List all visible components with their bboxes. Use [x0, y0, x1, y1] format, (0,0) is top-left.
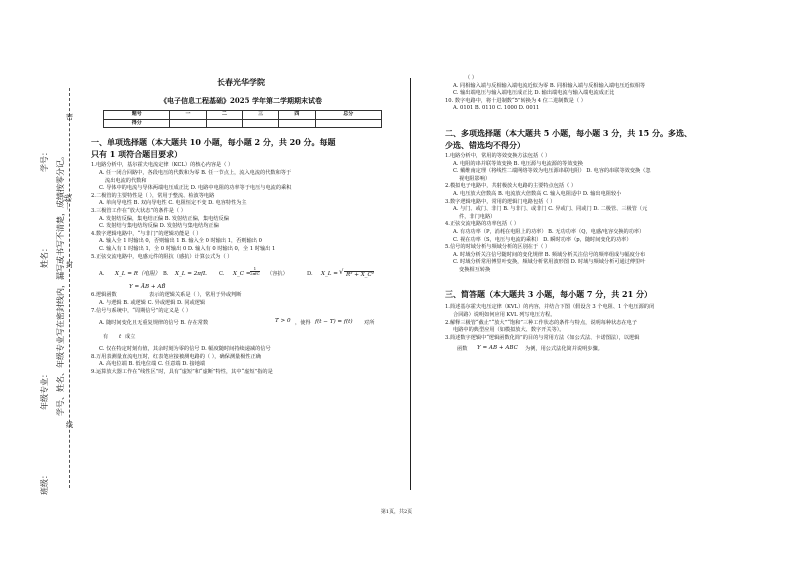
school-name: 长春光华学院: [217, 77, 265, 87]
score-header-cell: 二: [206, 111, 242, 120]
margin-student-id-label: 学号：: [40, 148, 49, 172]
q6-formula: Y = ĀB + AB̄: [129, 284, 166, 291]
score-header-cell: 总分: [315, 111, 381, 120]
question-line: 4.正弦交流电路的功率包括（ ）: [445, 221, 520, 228]
question-line: 流出电流的代数和: [105, 177, 147, 184]
fraction-numerator: 1: [250, 267, 260, 272]
short3-formula: Y = AB + ABC: [477, 345, 518, 352]
question-line: A. 电阻的串并联等效变换 B. 电压源与电流源的等效变换: [453, 160, 583, 167]
seal-char-3: 线: [66, 421, 73, 429]
question-line: C. 视在功率（S，电压与电流的乘积） D. 瞬时功率（p，随时间变化的功率）: [453, 236, 632, 243]
question-line: 合回路）说明如何应用 KVL 列写电压方程。: [453, 312, 556, 319]
question-line: A. 0101 B. 0110 C. 1000 D. 0011: [453, 105, 540, 112]
margin-class-label: 班级：: [40, 471, 49, 495]
question-line: C. 发射结与集电结均反偏 D. 发射结与集电结均正偏: [99, 223, 219, 230]
q7-cont-prefix: 有: [103, 334, 109, 341]
section2-title-line2: 少选、错选均不得分）: [445, 139, 525, 150]
score-header-cell: 四: [279, 111, 315, 120]
question-line: C. 时域分析常用傅里叶变换，频域分析常用波形图 D. 时域与频域分析可通过傅里叶: [453, 259, 646, 266]
question-line: A. 单向导电性 B. 双向导电性 C. 电阻恒定不变 D. 电容特性为主: [99, 200, 247, 207]
score-row-label: 得分: [104, 119, 170, 128]
q5-option-a-formula: X_L = R（电阻）: [115, 271, 161, 278]
q7-option-a-condition: T > 0: [275, 318, 291, 325]
q7-cont-variable: t: [119, 334, 122, 341]
q7-option-a-equation: f(t − T) = f(t): [315, 319, 353, 326]
short3-formula-row: [453, 345, 752, 354]
q7-option-a-text: A. 随时间变化且无重复规律的信号 B. 存在常数: [99, 320, 209, 327]
q6-line: [91, 292, 391, 300]
question-line: 2.二极管的主要特性是（ ），常用于整流、检波等电路: [91, 192, 215, 199]
q5-option-c-label: C.: [219, 271, 225, 278]
page-footer: 第1页，共2页: [380, 509, 413, 515]
q7-stem: 7.信号与系统中，“周期信号”的定义是（ ）: [91, 307, 192, 314]
score-header-cell: 一: [170, 111, 206, 120]
column-divider: [410, 78, 411, 490]
question-line: A. 发射结反偏，集电结正偏 B. 发射结正偏，集电结反偏: [99, 215, 229, 222]
seal-char-1: 密: [66, 113, 73, 121]
q7-option-a-row: [99, 318, 391, 328]
section1-title-line2: 只有 1 项符合题目要求）: [91, 149, 183, 160]
question-line: C. 输出端电压与输入端电压成正比 D. 输出端电流与输入端电流成正比: [453, 90, 615, 97]
q6-prefix: 6.逻辑函数: [91, 292, 117, 299]
question-line: 变换相互转换: [459, 266, 491, 273]
question-line: 1.电路分析中，基尔霍夫电流定律（KCL）的核心内容是（ ）: [91, 162, 234, 169]
q5-option-d-pre: X_L =: [321, 271, 338, 278]
q5-option-b-label: B.: [163, 271, 169, 278]
q6-options: A. 与逻辑 B. 或逻辑 C. 异或逻辑 D. 同或逻辑: [99, 300, 206, 307]
question-line: 1.简述基尔霍夫电压定律（KVL）的内容，并结合下图（假设含 3 个电阻、1 个电压源的闭: [445, 304, 655, 311]
q5-option-d-radicand: R² + X_C²: [346, 272, 374, 279]
question-line: 3.数字逻辑电路中，常用的逻辑门电路包括（ ）: [445, 198, 556, 205]
question-line: A. 电压放大倍数高 B. 电流放大倍数高 C. 输入电阻适中 D. 输出电阻较小: [453, 190, 622, 197]
question-line: 2.解释三极管“截止”“放大”“饱和”三种工作状态的条件与特点，说明每种状态在电子: [445, 319, 638, 326]
question-line: 8.万用表测量直流电压时，红表笔应接被测电路的（ ），确保测量极性正确: [91, 353, 261, 360]
fraction-denominator: 2πfC: [250, 271, 260, 277]
section1-title-line1: 一、单项选择题（本大题共 10 小题，每小题 2 分，共 20 分。每题: [91, 137, 336, 148]
question-line: 件，非门电路）: [459, 213, 496, 220]
score-table-score-row: [104, 119, 382, 128]
question-line: A. 与门、或门、非门 B. 与非门、或非门 C. 异或门、同或门 D. 二极管、三极管（元: [453, 206, 648, 213]
sqrt-icon: √: [339, 268, 344, 277]
question-line: 5.信号的时域分析与频域分析的区别在于（ ）: [445, 244, 551, 251]
q6-suffix: 表示的逻辑关系是（ ），常用于异或判断: [149, 292, 242, 299]
margin-sign: 一线: [64, 194, 73, 210]
question-line: 1.电路分析中，常用的等效变换方法包括（ ）: [445, 152, 551, 159]
short3-suffix: 为例，用公式法化简并说明步骤。: [525, 346, 603, 353]
question-line: 5.正弦交流电路中，电感元件的阻抗（感抗）计算公式为（ ）: [91, 253, 233, 260]
question-line: 3.三极管工作在“放大状态”的条件是（ ）: [91, 207, 186, 214]
question-line: A. 输入全 1 时输出 0，否则输出 1 B. 输入全 0 时输出 1，否则输出 0: [99, 238, 262, 245]
left-column: [91, 75, 391, 377]
section3-title: 三、简答题（本大题共 3 小题，每小题 7 分，共 21 分）: [445, 289, 652, 300]
question-line: 电路中的典型应用（如模拟放大、数字开关等）。: [453, 327, 565, 334]
margin-grade-major-label: 年级专业：: [40, 370, 49, 410]
question-line: 10. 数字电路中，将十进制数“5”转换为 4 位二进制数是（ ）: [445, 97, 586, 104]
exam-title: 《电子信息工程基础》2025 学年第二学期期末试卷: [160, 95, 322, 105]
q5-option-c-pre: X_C =: [233, 271, 251, 278]
question-line: C. 输入有 1 时输出 1，全 0 时输出 0 D. 输入有 0 时输出 0，全 1 时输出 1: [99, 245, 276, 252]
question-line: 2.模拟电子电路中，共射极放大电路的主要特点包括（ ）: [445, 183, 577, 190]
q5-option-c-post: （容抗）: [267, 271, 288, 278]
question-line: （ ）: [465, 75, 478, 81]
section2-title-line1: 二、多项选择题（本大题共 5 小题，每小题 3 分，共 15 分。多选、: [445, 127, 692, 138]
question-line: A. 时域分析关注信号随时间的变化规律 B. 频域分析关注信号的频率组成与幅度分布: [453, 251, 646, 258]
q7-cont-suffix: 成立: [125, 334, 136, 341]
q5-option-b-formula: X_L = 2πfL: [175, 271, 207, 278]
q5-option-a-label: A.: [99, 271, 105, 278]
score-header-cell: 三: [242, 111, 278, 120]
q7-option-a-mid: ，使得: [295, 320, 311, 327]
score-cell[interactable]: [170, 119, 206, 128]
score-table: [103, 110, 382, 128]
q7-option-c-d: C. 仅在特定时刻有值，其余时刻为零的信号 D. 幅度随时间持续递减的信号: [99, 346, 271, 353]
q6-formula-row: [91, 284, 391, 292]
score-table-header-row: [104, 111, 382, 120]
margin-rule-text: 学号、姓名、年级专业写在密封线内，漏写或书写不清楚，成绩按零分记。: [56, 152, 65, 416]
question-line: C. 戴维南定理（将线性二端网络等效为电压源串联电阻） D. 电容的串联等效变换（忽: [453, 168, 651, 175]
q5-option-d-label: D.: [307, 271, 313, 278]
q5-option-c-fraction: [250, 267, 260, 276]
q7-option-a-end: 对所: [364, 320, 375, 327]
right-column: [445, 75, 752, 354]
score-cell[interactable]: [279, 119, 315, 128]
question-line: A. 有功功率（P，消耗在电阻上的功率） B. 无功功率（Q，电感/电容交换的功率）: [453, 228, 645, 235]
question-line: A. 高电位端 B. 低电位端 C. 任意端 D. 接地端: [99, 361, 206, 368]
score-cell[interactable]: [315, 119, 381, 128]
score-header-cell: 题号: [104, 111, 170, 120]
seal-char-2: 封: [66, 261, 73, 269]
question-line: 9.运算放大器工作在“线性区”时，具有“虚短”和“虚断”特性，其中“虚短”指的是: [91, 369, 273, 376]
score-cell[interactable]: [242, 119, 278, 128]
question-line: C. 导体中的电流与导体两端电压成正比 D. 电路中电阻的功率等于电压与电流的乘积: [99, 185, 292, 192]
q5-options-row: [99, 267, 391, 281]
q7-option-a-continuation: [99, 334, 391, 343]
score-cell[interactable]: [206, 119, 242, 128]
question-line: A. 任一闭合回路中，各段电压的代数和为零 B. 任一节点上，流入电流的代数和等于: [99, 169, 292, 176]
question-line: 视电阻影响）: [459, 175, 491, 182]
short3-prefix: 函数: [457, 346, 468, 353]
question-line: 4.数字逻辑电路中，“与非门”的逻辑功能是（ ）: [91, 230, 202, 237]
margin-name-label: 姓名：: [40, 244, 49, 268]
question-line: A. 同相输入端与反相输入端电流近似为零 B. 同相输入端与反相输入端电压近似相等: [453, 82, 646, 89]
question-line: 3.简述数字逻辑中“逻辑函数化简”的目的与常用方法（如公式法、卡诺图法），以逻辑: [445, 334, 640, 341]
